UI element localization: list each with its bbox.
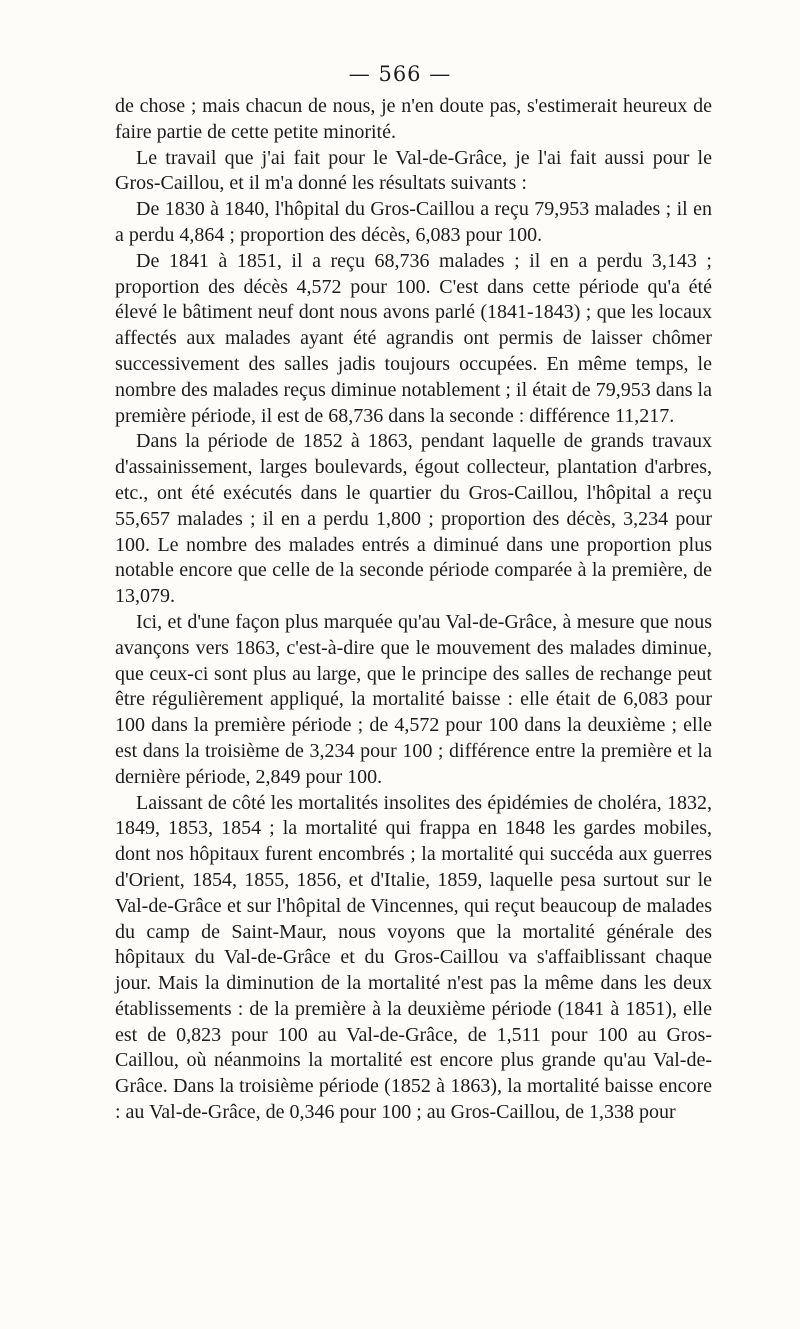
paragraph: Le travail que j'ai fait pour le Val-de-Grâce, je l'ai fait aussi pour le Gros-Caillou, et il m'a donné les résultats suivants : (115, 146, 712, 195)
paragraph: Laissant de côté les mortalités insolites des épidémies de choléra, 1832, 1849, 1853, 1854 ; la mortalité qui frappa en 1848 les gardes mobiles, dont nos hôpitaux furent encombrés ; la mortalité qui succéda aux guerres d'Orient, 1854, 1855, 1856, et d'Italie, 1859, laquelle pesa surtout sur le Val-de-Grâce et sur l'hôpital de Vincennes, qui reçut beaucoup de malades du camp de Saint-Maur, nous voyons que la mortalité générale des hôpitaux du Val-de-Grâce et du Gros-Caillou va s'affaiblissant chaque jour. Mais la diminution de la mortalité n'est pas la même dans les deux établissements : de la première à la deuxième période (1841 à 1851), elle est de 0,823 pour 100 au Val-de-Grâce, de 1,511 pour 100 au Gros-Caillou, où néanmoins la mortalité est encore plus grande qu'au Val-de-Grâce. Dans la troisième période (1852 à 1863), la mortalité baisse encore : au Val-de-Grâce, de 0,346 pour 100 ; au Gros-Caillou, de 1,338 pour (115, 791, 712, 1124)
paragraph-continuation: de chose ; mais chacun de nous, je n'en doute pas, s'estimerait heureux de faire partie de cette petite minorité. (115, 95, 712, 143)
paragraph: Dans la période de 1852 à 1863, pendant laquelle de grands travaux d'assainissement, larges boulevards, égout collecteur, plantation d'arbres, etc., ont été exécutés dans le quartier du Gros-Caillou, l'hôpital a reçu 55,657 malades ; il en a perdu 1,800 ; proportion des décès, 3,234 pour 100. Le nombre des malades entrés a diminué dans une proportion plus notable encore que celle de la seconde période comparée à la première, de 13,079. (115, 430, 712, 608)
paragraph: Ici, et d'une façon plus marquée qu'au Val-de-Grâce, à mesure que nous avançons vers 1863, c'est-à-dire que le mouvement des malades diminue, que ceux-ci sont plus au large, que le principe des salles de rechange peut être régulièrement appliqué, la mortalité baisse : elle était de 6,083 pour 100 dans la première période ; de 4,572 pour 100 dans la deuxième ; elle est dans la troisième de 3,234 pour 100 ; différence entre la première et la dernière période, 2,849 pour 100. (115, 610, 712, 788)
paragraph: De 1830 à 1840, l'hôpital du Gros-Caillou a reçu 79,953 malades ; il en a perdu 4,864 ; proportion des décès, 6,083 pour 100. (115, 198, 712, 246)
page-number: — 566 — (348, 62, 452, 86)
body-text (115, 94, 712, 1126)
paragraph: De 1841 à 1851, il a reçu 68,736 malades ; il en a perdu 3,143 ; proportion des décès 4,572 pour 100. C'est dans cette période qu'a été élevé le bâtiment neuf dont nous avons parlé (1841-1843) ; que les locaux affectés aux malades ayant été agrandis ont permis de laisser chômer successivement des salles jadis toujours occupées. En même temps, le nombre des malades reçus diminue notablement ; il était de 79,953 dans la première période, il est de 68,736 dans la seconde : différence 11,217. (115, 249, 712, 427)
